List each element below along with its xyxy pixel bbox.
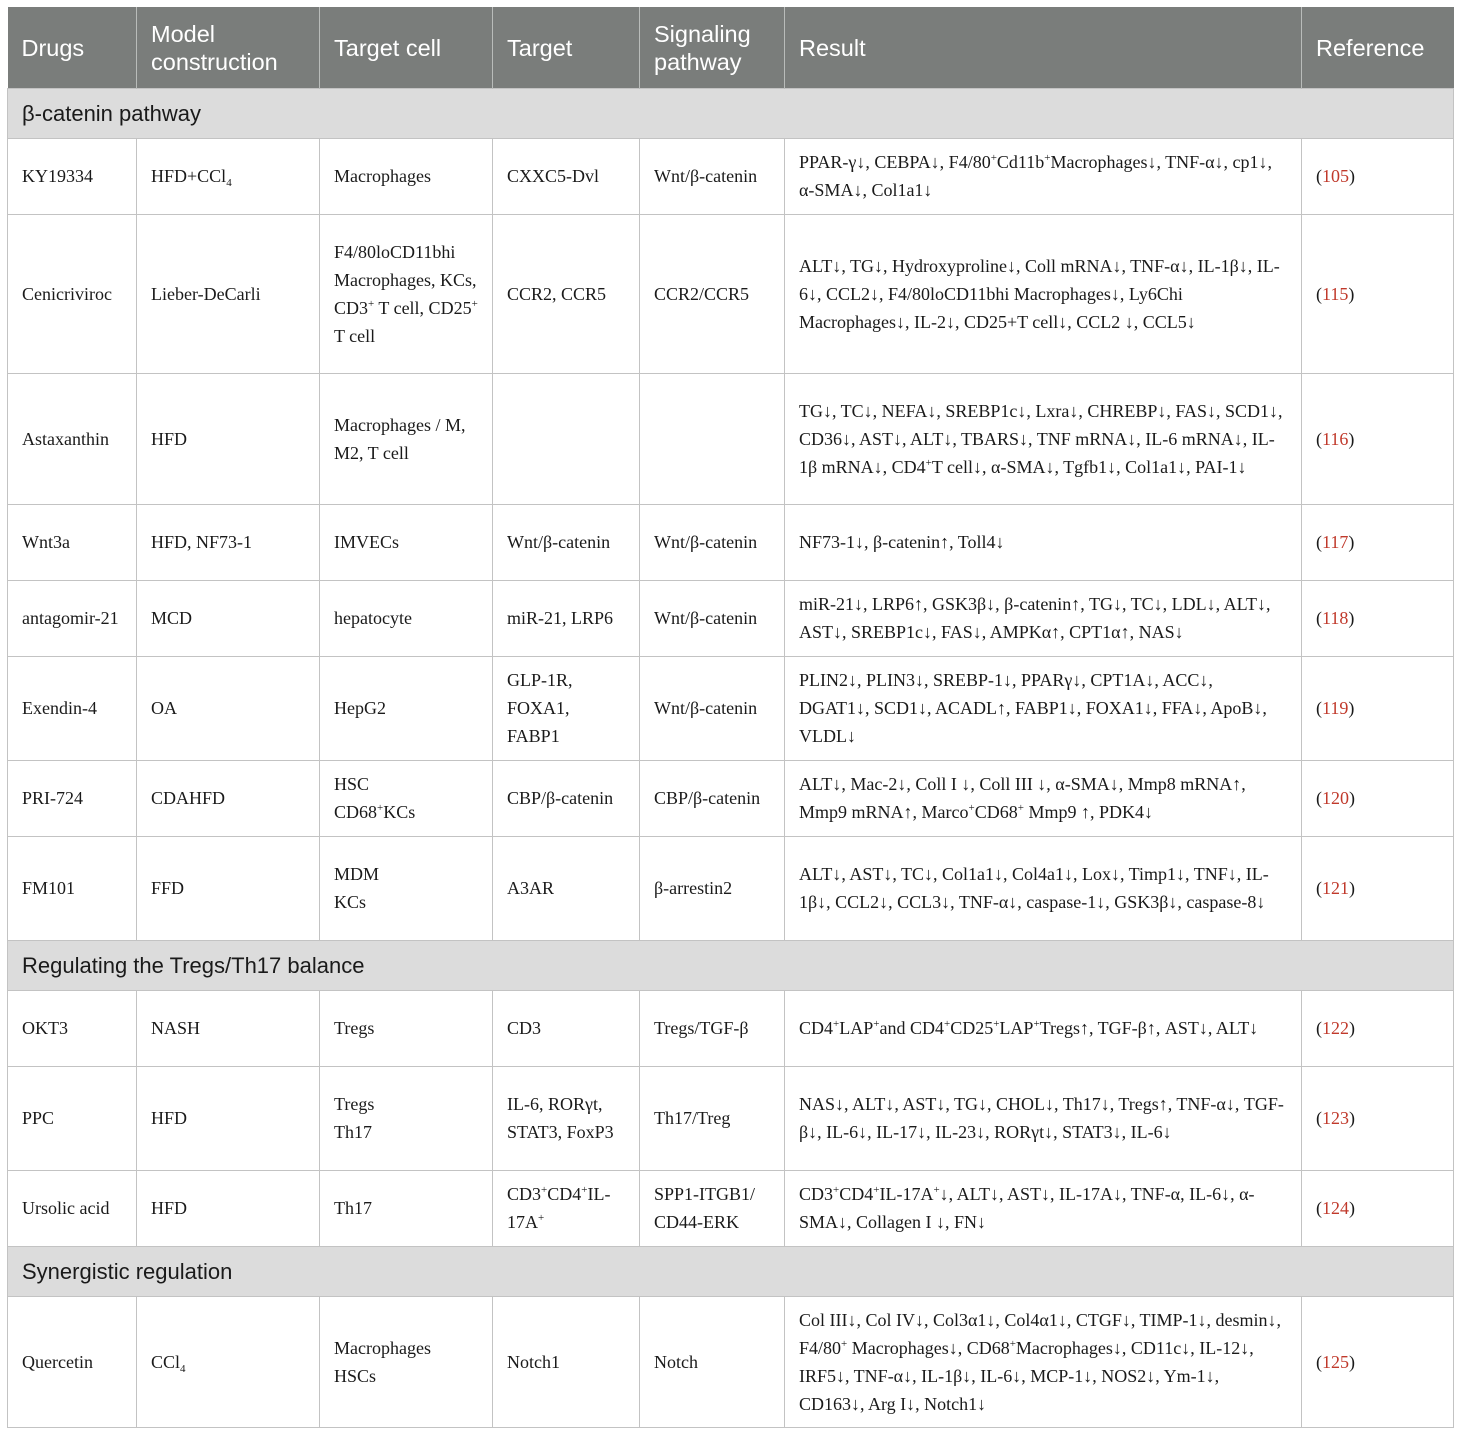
cell-reference: (124) bbox=[1302, 1171, 1454, 1247]
drugs-table bbox=[7, 7, 1454, 1428]
cell-reference: (120) bbox=[1302, 761, 1454, 837]
section-row bbox=[8, 1247, 1454, 1297]
cell-result: NF73-1↓, β-catenin↑, Toll4↓ bbox=[785, 505, 1302, 581]
cell-target-cell: hepatocyte bbox=[320, 581, 493, 657]
cell-reference: (118) bbox=[1302, 581, 1454, 657]
table-row bbox=[8, 139, 1454, 215]
cell-signaling-pathway: Th17/Treg bbox=[640, 1067, 785, 1171]
cell-target: Notch1 bbox=[493, 1297, 640, 1428]
cell-target-cell: F4/80loCD11bhi Macrophages, KCs, CD3+ T cell, CD25+ T cell bbox=[320, 215, 493, 374]
cell-target: CD3 bbox=[493, 991, 640, 1067]
cell-target-cell: MDM KCs bbox=[320, 837, 493, 941]
reference-link[interactable]: 105 bbox=[1322, 166, 1349, 186]
table-row bbox=[8, 1297, 1454, 1428]
cell-model-construction: Lieber-DeCarli bbox=[137, 215, 320, 374]
cell-model-construction: HFD, NF73-1 bbox=[137, 505, 320, 581]
cell-drugs: OKT3 bbox=[8, 991, 137, 1067]
cell-target-cell: Th17 bbox=[320, 1171, 493, 1247]
cell-target-cell: HepG2 bbox=[320, 657, 493, 761]
cell-reference: (125) bbox=[1302, 1297, 1454, 1428]
table-row bbox=[8, 837, 1454, 941]
cell-target-cell: Tregs bbox=[320, 991, 493, 1067]
reference-link[interactable]: 122 bbox=[1322, 1018, 1349, 1038]
cell-result: ALT↓, AST↓, TC↓, Col1a1↓, Col4a1↓, Lox↓, Timp1↓, TNF↓, IL-1β↓, CCL2↓, CCL3↓, TNF-α↓, caspase-1↓, GSK3β↓, caspase-8↓ bbox=[785, 837, 1302, 941]
table-row bbox=[8, 991, 1454, 1067]
cell-drugs: Astaxanthin bbox=[8, 374, 137, 505]
cell-target: CD3+CD4+IL-17A+ bbox=[493, 1171, 640, 1247]
cell-model-construction: HFD+CCl$_4$ bbox=[137, 139, 320, 215]
cell-drugs: PRI-724 bbox=[8, 761, 137, 837]
table-row bbox=[8, 761, 1454, 837]
reference-link[interactable]: 123 bbox=[1322, 1108, 1349, 1128]
table-row bbox=[8, 581, 1454, 657]
cell-target-cell: IMVECs bbox=[320, 505, 493, 581]
cell-result: TG↓, TC↓, NEFA↓, SREBP1c↓, Lxra↓, CHREBP↓, FAS↓, SCD1↓, CD36↓, AST↓, ALT↓, TBARS↓, TNF mRNA↓, IL-6 mRNA↓, IL-1β mRNA↓, CD4+T cell↓, α-SMA↓, Tgfb1↓, Col1a1↓, PAI-1↓ bbox=[785, 374, 1302, 505]
cell-target bbox=[493, 374, 640, 505]
cell-result: NAS↓, ALT↓, AST↓, TG↓, CHOL↓, Th17↓, Tregs↑, TNF-α↓, TGF-β↓, IL-6↓, IL-17↓, IL-23↓, RORγt↓, STAT3↓, IL-6↓ bbox=[785, 1067, 1302, 1171]
cell-result: miR-21↓, LRP6↑, GSK3β↓, β-catenin↑, TG↓, TC↓, LDL↓, ALT↓, AST↓, SREBP1c↓, FAS↓, AMPKα↑, CPT1α↑, NAS↓ bbox=[785, 581, 1302, 657]
reference-link[interactable]: 120 bbox=[1322, 788, 1349, 808]
cell-target: miR-21, LRP6 bbox=[493, 581, 640, 657]
cell-drugs: Exendin-4 bbox=[8, 657, 137, 761]
table-row bbox=[8, 215, 1454, 374]
table-row bbox=[8, 505, 1454, 581]
cell-model-construction: HFD bbox=[137, 374, 320, 505]
reference-link[interactable]: 117 bbox=[1322, 532, 1349, 552]
cell-reference: (116) bbox=[1302, 374, 1454, 505]
cell-model-construction: CDAHFD bbox=[137, 761, 320, 837]
cell-drugs: Quercetin bbox=[8, 1297, 137, 1428]
cell-signaling-pathway: CCR2/CCR5 bbox=[640, 215, 785, 374]
table-body bbox=[8, 89, 1454, 1428]
column-header-reference: Reference bbox=[1302, 7, 1454, 89]
column-header-drugs: Drugs bbox=[8, 7, 137, 89]
cell-reference: (115) bbox=[1302, 215, 1454, 374]
cell-signaling-pathway: Tregs/TGF-β bbox=[640, 991, 785, 1067]
cell-signaling-pathway: Wnt/β-catenin bbox=[640, 505, 785, 581]
cell-result: PPAR-γ↓, CEBPA↓, F4/80+Cd11b+Macrophages↓, TNF-α↓, cp1↓, α-SMA↓, Col1a1↓ bbox=[785, 139, 1302, 215]
cell-signaling-pathway bbox=[640, 374, 785, 505]
cell-result: Col III↓, Col IV↓, Col3α1↓, Col4α1↓, CTGF↓, TIMP-1↓, desmin↓, F4/80+ Macrophages↓, CD68+Macrophages↓, CD11c↓, IL-12↓, IRF5↓, TNF-α↓, IL-1β↓, IL-6↓, MCP-1↓, NOS2↓, Ym-1↓, CD163↓, Arg I↓, Notch1↓ bbox=[785, 1297, 1302, 1428]
column-header-model-construction: Model construction bbox=[137, 7, 320, 89]
column-header-target-cell: Target cell bbox=[320, 7, 493, 89]
reference-link[interactable]: 115 bbox=[1322, 283, 1349, 304]
table-row bbox=[8, 1171, 1454, 1247]
reference-link[interactable]: 124 bbox=[1322, 1198, 1349, 1218]
cell-result: CD3+CD4+IL-17A+↓, ALT↓, AST↓, IL-17A↓, TNF-α, IL-6↓, α-SMA↓, Collagen I ↓, FN↓ bbox=[785, 1171, 1302, 1247]
section-title: Synergistic regulation bbox=[8, 1247, 1454, 1297]
cell-signaling-pathway: SPP1-ITGB1/ CD44-ERK bbox=[640, 1171, 785, 1247]
cell-result: ALT↓, TG↓, Hydroxyproline↓, Coll mRNA↓, TNF-α↓, IL-1β↓, IL-6↓, CCL2↓, F4/80loCD11bhi Macrophages↓, Ly6Chi Macrophages↓, IL-2↓, CD25+T cell↓, CCL2 ↓, CCL5↓ bbox=[785, 215, 1302, 374]
cell-reference: (122) bbox=[1302, 991, 1454, 1067]
table-row bbox=[8, 657, 1454, 761]
section-row bbox=[8, 941, 1454, 991]
table-row bbox=[8, 1067, 1454, 1171]
cell-model-construction: HFD bbox=[137, 1067, 320, 1171]
cell-target-cell: Macrophages HSCs bbox=[320, 1297, 493, 1428]
cell-drugs: Ursolic acid bbox=[8, 1171, 137, 1247]
cell-drugs: PPC bbox=[8, 1067, 137, 1171]
section-row bbox=[8, 89, 1454, 139]
cell-signaling-pathway: CBP/β-catenin bbox=[640, 761, 785, 837]
column-header-signaling-pathway: Signaling pathway bbox=[640, 7, 785, 89]
cell-model-construction: MCD bbox=[137, 581, 320, 657]
cell-model-construction: NASH bbox=[137, 991, 320, 1067]
cell-model-construction: CCl$_4$ bbox=[137, 1297, 320, 1428]
cell-reference: (105) bbox=[1302, 139, 1454, 215]
cell-drugs: FM101 bbox=[8, 837, 137, 941]
column-header-target: Target bbox=[493, 7, 640, 89]
cell-target-cell: Macrophages bbox=[320, 139, 493, 215]
header-row bbox=[8, 7, 1454, 89]
cell-drugs: antagomir-21 bbox=[8, 581, 137, 657]
cell-signaling-pathway: Wnt/β-catenin bbox=[640, 657, 785, 761]
cell-target-cell: HSC CD68+KCs bbox=[320, 761, 493, 837]
cell-target: CXXC5-Dvl bbox=[493, 139, 640, 215]
cell-target-cell: Macrophages / M, M2, T cell bbox=[320, 374, 493, 505]
cell-model-construction: OA bbox=[137, 657, 320, 761]
reference-link[interactable]: 125 bbox=[1322, 1351, 1349, 1372]
cell-model-construction: HFD bbox=[137, 1171, 320, 1247]
cell-result: CD4+LAP+and CD4+CD25+LAP+Tregs↑, TGF-β↑, AST↓, ALT↓ bbox=[785, 991, 1302, 1067]
section-title: β-catenin pathway bbox=[8, 89, 1454, 139]
reference-link[interactable]: 118 bbox=[1322, 608, 1349, 628]
cell-drugs: Wnt3a bbox=[8, 505, 137, 581]
reference-link[interactable]: 116 bbox=[1322, 428, 1349, 449]
cell-result: ALT↓, Mac-2↓, Coll I ↓, Coll III ↓, α-SMA↓, Mmp8 mRNA↑, Mmp9 mRNA↑, Marco+CD68+ Mmp9 ↑, PDK4↓ bbox=[785, 761, 1302, 837]
cell-target-cell: Tregs Th17 bbox=[320, 1067, 493, 1171]
table-row bbox=[8, 374, 1454, 505]
cell-target: IL-6, RORγt, STAT3, FoxP3 bbox=[493, 1067, 640, 1171]
cell-drugs: KY19334 bbox=[8, 139, 137, 215]
reference-link[interactable]: 121 bbox=[1322, 878, 1349, 898]
cell-target: GLP-1R, FOXA1, FABP1 bbox=[493, 657, 640, 761]
column-header-result: Result bbox=[785, 7, 1302, 89]
cell-target: CCR2, CCR5 bbox=[493, 215, 640, 374]
cell-reference: (119) bbox=[1302, 657, 1454, 761]
cell-signaling-pathway: Notch bbox=[640, 1297, 785, 1428]
reference-link[interactable]: 119 bbox=[1322, 698, 1349, 718]
cell-signaling-pathway: Wnt/β-catenin bbox=[640, 581, 785, 657]
cell-model-construction: FFD bbox=[137, 837, 320, 941]
table-header bbox=[8, 7, 1454, 89]
cell-signaling-pathway: Wnt/β-catenin bbox=[640, 139, 785, 215]
cell-result: PLIN2↓, PLIN3↓, SREBP-1↓, PPARγ↓, CPT1A↓, ACC↓, DGAT1↓, SCD1↓, ACADL↑, FABP1↓, FOXA1↓, FFA↓, ApoB↓, VLDL↓ bbox=[785, 657, 1302, 761]
cell-target: CBP/β-catenin bbox=[493, 761, 640, 837]
cell-signaling-pathway: β-arrestin2 bbox=[640, 837, 785, 941]
cell-reference: (123) bbox=[1302, 1067, 1454, 1171]
cell-target: A3AR bbox=[493, 837, 640, 941]
cell-reference: (117) bbox=[1302, 505, 1454, 581]
cell-target: Wnt/β-catenin bbox=[493, 505, 640, 581]
cell-reference: (121) bbox=[1302, 837, 1454, 941]
section-title: Regulating the Tregs/Th17 balance bbox=[8, 941, 1454, 991]
cell-drugs: Cenicriviroc bbox=[8, 215, 137, 374]
